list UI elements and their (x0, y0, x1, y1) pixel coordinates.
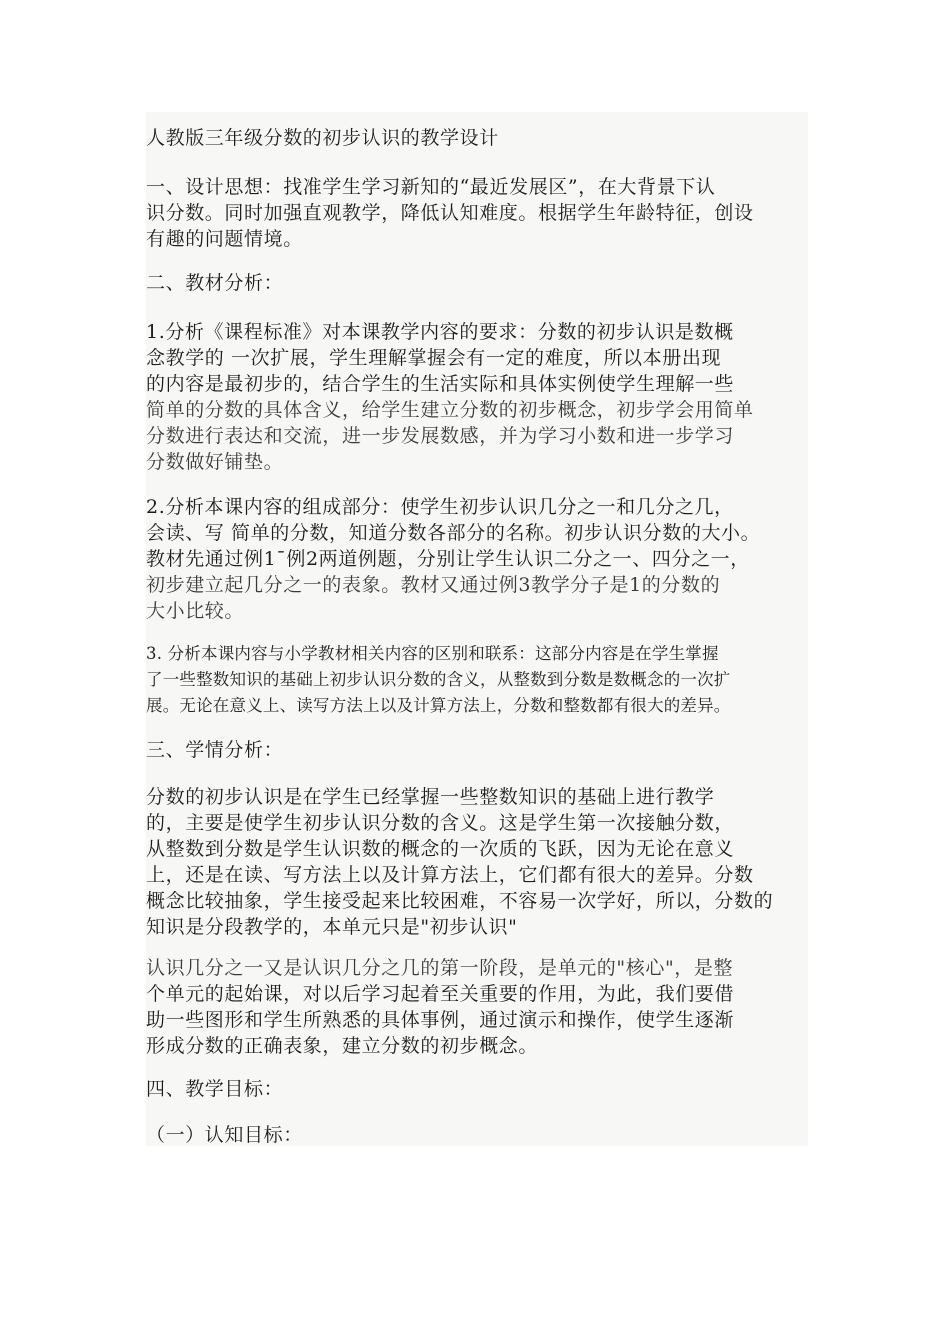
para4-line-3: 从整数到分数是学生认识数的概念的一次质的飞跃，因为无论在意义 (146, 838, 735, 860)
para4-line-5: 概念比较抽象，学生接受起来比较困难，不容易一次学好，所以，分数的 (146, 890, 774, 912)
para5-line-4: 形成分数的正确表象，建立分数的初步概念。 (146, 1035, 539, 1057)
para5-line-3: 助一些图形和学生所熟悉的具体事例，通过演示和操作，使学生逐渐 (146, 1009, 735, 1031)
para4-line-1: 分数的初步认识是在学生已经掌握一些整数知识的基础上进行教学 (146, 786, 715, 808)
para4-line-4: 上，还是在读、写方法上以及计算方法上，它们都有很大的差异。分数 (146, 864, 754, 886)
para5-line-2: 个单元的起始课，对以后学习起着至关重要的作用，为此，我们要借 (146, 983, 735, 1005)
para3-line-3: 展。无论在意义上、读写方法上以及计算方法上，分数和整数都有很大的差异。 (146, 696, 731, 715)
para2-line-4: 初步建立起几分之一的表象。教材又通过例3教学分子是1的分数的 (146, 574, 721, 596)
para3-line-2: 了一些整数知识的基础上初步认识分数的含义，从整数到分数是数概念的一次扩 (146, 670, 731, 689)
para2-line-2: 会读、写 简单的分数，知道分数各部分的名称。初步认识分数的大小。 (146, 522, 761, 544)
para3-line-1: 3. 分析本课内容与小学教材相关内容的区别和联系：这部分内容是在学生掌握 (146, 644, 719, 663)
para1-line-4: 简单的分数的具体含义，给学生建立分数的初步概念，初步学会用简单 (146, 399, 754, 421)
subsection-heading: （一）认知目标： (146, 1124, 303, 1146)
para4-line-2: 的，主要是使学生初步认识分数的含义。这是学生第一次接触分数， (146, 812, 735, 834)
para2-line-1: 2.分析本课内容的组成部分：使学生初步认识几分之一和几分之几， (146, 496, 734, 518)
section1-line-1: 一、设计思想：找准学生学习新知的“最近发展区”，在大背景下认 (146, 176, 716, 198)
para1-line-1: 1.分析《课程标准》对本课教学内容的要求：分数的初步认识是数概 (146, 321, 734, 343)
para1-line-5: 分数进行表达和交流，进一步发展数感，并为学习小数和进一步学习 (146, 425, 735, 447)
section1-line-3: 有趣的问题情境。 (146, 228, 303, 250)
para1-line-2: 念教学的 一次扩展，学生理解掌握会有一定的难度，所以本册出现 (146, 347, 722, 369)
section2-heading: 二、教材分析： (146, 272, 284, 294)
para1-line-3: 的内容是最初步的，结合学生的生活实际和具体实例使学生理解一些 (146, 373, 735, 395)
section3-heading: 三、学情分析： (146, 739, 284, 761)
para5-line-1: 认识几分之一又是认识几分之几的第一阶段，是单元的"核心"，是整 (146, 957, 734, 979)
para4-line-6: 知识是分段教学的，本单元只是"初步认识" (146, 916, 518, 938)
document-title: 人教版三年级分数的初步认识的教学设计 (146, 127, 499, 149)
section4-heading: 四、教学目标： (146, 1078, 284, 1100)
para1-line-6: 分数做好铺垫。 (146, 451, 284, 473)
section1-line-2: 识分数。同时加强直观教学，降低认知难度。根据学生年龄特征，创设 (146, 202, 754, 224)
para2-line-3: 教材先通过例1¯例2两道例题，分别让学生认识二分之一、四分之一， (146, 548, 750, 570)
para2-line-5: 大小比较。 (146, 600, 245, 622)
